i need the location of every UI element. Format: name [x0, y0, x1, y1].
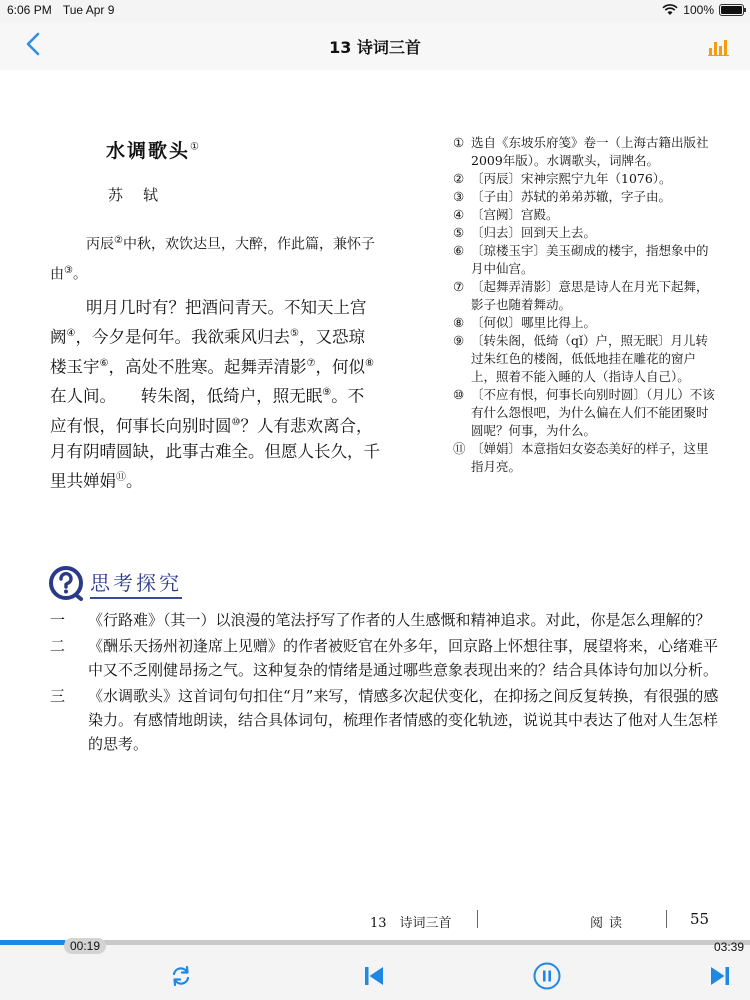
footnote-marker[interactable]: ④	[66, 328, 76, 339]
footnote-marker[interactable]: ⑧	[364, 357, 374, 369]
footnote-item	[453, 278, 718, 314]
status-date: Tue Apr 9	[62, 3, 115, 17]
text-run: 。不应有恨，何事长向别时圆	[50, 386, 365, 435]
question-mark-icon	[48, 565, 84, 601]
footnote-text: 〔何似〕哪里比得上。	[471, 315, 597, 330]
text-run: ，今夕是何年。我欲乘风归去	[75, 327, 290, 347]
repeat-icon[interactable]	[169, 964, 193, 988]
wifi-icon	[662, 4, 678, 16]
text-run: ，高处不胜寒。起舞弄清影	[108, 357, 307, 376]
progress-track[interactable]	[0, 940, 750, 945]
question-number: 一	[50, 611, 66, 629]
page-number: 55	[690, 910, 710, 928]
question-list	[50, 608, 720, 758]
text-run: 丙辰	[86, 236, 114, 253]
footnote-item	[453, 206, 718, 224]
status-bar	[0, 0, 750, 22]
footnote-text: 〔子由〕苏轼的弟弟苏辙，字子由。	[471, 189, 672, 204]
footnote-text: 〔琼楼玉宇〕美玉砌成的楼宇，指想象中的月中仙宫。	[471, 243, 709, 276]
footnote-text: 〔归去〕回到天上去。	[471, 225, 597, 240]
total-time: 03:39	[713, 940, 744, 954]
nav-bar	[0, 22, 750, 71]
think-section-header	[48, 565, 182, 601]
footnote-number: ⑧	[453, 315, 465, 330]
footnote-item	[453, 188, 718, 206]
footnote-number: ②	[453, 171, 465, 186]
footnote-marker[interactable]: ③	[64, 264, 73, 276]
text-run: ？人有悲欢离合，月有阴晴圆缺，此事古难全。但愿人长久，千里共婵娟	[50, 416, 380, 491]
question-number: 二	[50, 637, 66, 655]
audio-player	[0, 940, 750, 1000]
pause-icon[interactable]	[533, 962, 561, 990]
footnote-marker[interactable]: ⑩	[231, 416, 241, 428]
text-run: 明月几时有？把酒问青天。不知天上宫阙	[50, 298, 367, 347]
textbook-page	[0, 70, 750, 940]
footnote-item	[453, 440, 718, 476]
footnote-number: ⑤	[453, 225, 465, 240]
footnote-marker[interactable]: ⑪	[116, 472, 126, 483]
footnote-marker[interactable]: ⑥	[99, 357, 109, 369]
skip-forward-icon[interactable]	[708, 964, 732, 988]
question-item	[50, 608, 720, 632]
footnote-number: ⑪	[453, 441, 466, 456]
footnote-text: 〔宫阙〕宫殿。	[471, 207, 559, 222]
footnote-number: ⑨	[453, 333, 465, 348]
poem-body	[50, 295, 380, 495]
question-text: 《酬乐天扬州初逢席上见赠》的作者被贬官在外多年，回京路上怀想往事，展望将来，心绪难平中又不乏刚健昂扬之气。这种复杂的情绪是通过哪些意象表现出来的？结合具体诗句加以分析。	[88, 637, 719, 679]
text-run: ，又恐琼楼玉宇	[50, 327, 365, 376]
question-item	[50, 634, 720, 682]
think-section-title: 思考探究	[90, 567, 182, 599]
footer-chapter: 13 诗词三首	[370, 916, 452, 931]
footnote-number: ③	[453, 189, 465, 204]
footnote-text: 〔不应有恨，何事长向别时圆〕（月儿）不该有什么怨恨吧，为什么偏在人们不能团聚时圆呢？何事，为什么。	[471, 387, 715, 438]
question-text: 《水调歌头》这首词句句扣住“月”来写，情感多次起伏变化，在抑扬之间反复转换，有很强的感染力。有感情地朗读，结合具体词句，梳理作者情感的变化轨迹，说说其中表达了他对人生怎样的思考。	[88, 687, 719, 753]
footer-divider	[666, 910, 667, 928]
poem-title	[106, 136, 201, 163]
question-text: 《行路难》（其一）以浪漫的笔法抒写了作者的人生感慨和精神追求。对此，你是怎么理解的？	[88, 611, 711, 629]
footnote-item	[453, 134, 718, 170]
elapsed-time[interactable]: 00:19	[64, 938, 106, 954]
footnote-item	[453, 314, 718, 332]
poem-preface	[50, 228, 380, 287]
text-run: 。	[126, 471, 143, 491]
bar-chart-icon[interactable]	[708, 36, 730, 56]
footer-divider	[477, 910, 478, 928]
footnotes	[453, 134, 718, 476]
footnote-number: ①	[453, 135, 465, 150]
skip-back-icon[interactable]	[362, 964, 386, 988]
battery-icon	[719, 4, 744, 16]
text-run: 在人间。 转朱阁，低绮户，照无眠	[50, 386, 323, 406]
footnote-item	[453, 332, 718, 386]
poem-title-text: 水调歌头	[106, 140, 191, 162]
footnote-number: ⑥	[453, 243, 465, 258]
text-run: ，何似	[315, 357, 365, 376]
footnote-item	[453, 386, 718, 440]
footnote-item	[453, 170, 718, 188]
footnote-marker[interactable]: ②	[114, 235, 123, 246]
footnote-number: ⑩	[453, 387, 465, 402]
footnote-text: 〔转朱阁，低绮（qǐ）户，照无眠〕月儿转过朱红色的楼阁，低低地挂在雕花的窗户上，照着不能入睡的人（指诗人自己）。	[471, 333, 709, 384]
text-run: 中秋，欢饮达旦，大醉，作此篇，兼怀子由	[50, 236, 375, 283]
footnote-marker[interactable]: ⑦	[306, 357, 316, 369]
footnote-text: 〔婵娟〕本意指妇女姿态美好的样子，这里指月亮。	[471, 441, 709, 474]
footnote-number: ⑦	[453, 279, 465, 294]
question-item	[50, 684, 720, 756]
footnote-item	[453, 224, 718, 242]
footer-section: 阅读	[590, 916, 629, 931]
page-title: 13 诗词三首	[329, 38, 421, 57]
footnote-item	[453, 242, 718, 278]
footnote-marker[interactable]: ⑤	[289, 328, 299, 339]
poem-author: 苏轼	[108, 186, 179, 204]
text-run: 。	[72, 266, 87, 283]
poem-title-note: ①	[190, 141, 201, 153]
footnote-text: 选自《东坡乐府笺》卷一（上海古籍出版社2009年版）。水调歌头，词牌名。	[471, 135, 709, 168]
battery-percent: 100%	[683, 3, 714, 17]
question-number: 三	[50, 687, 66, 705]
progress-fill	[0, 940, 65, 945]
status-time: 6:06 PM	[7, 3, 52, 17]
footnote-marker[interactable]: ⑨	[322, 387, 332, 398]
footnote-text: 〔丙辰〕宋神宗熙宁九年（1076）。	[471, 171, 672, 186]
footnote-text: 〔起舞弄清影〕意思是诗人在月光下起舞，影子也随着舞动。	[471, 279, 709, 312]
footnote-number: ④	[453, 207, 465, 222]
